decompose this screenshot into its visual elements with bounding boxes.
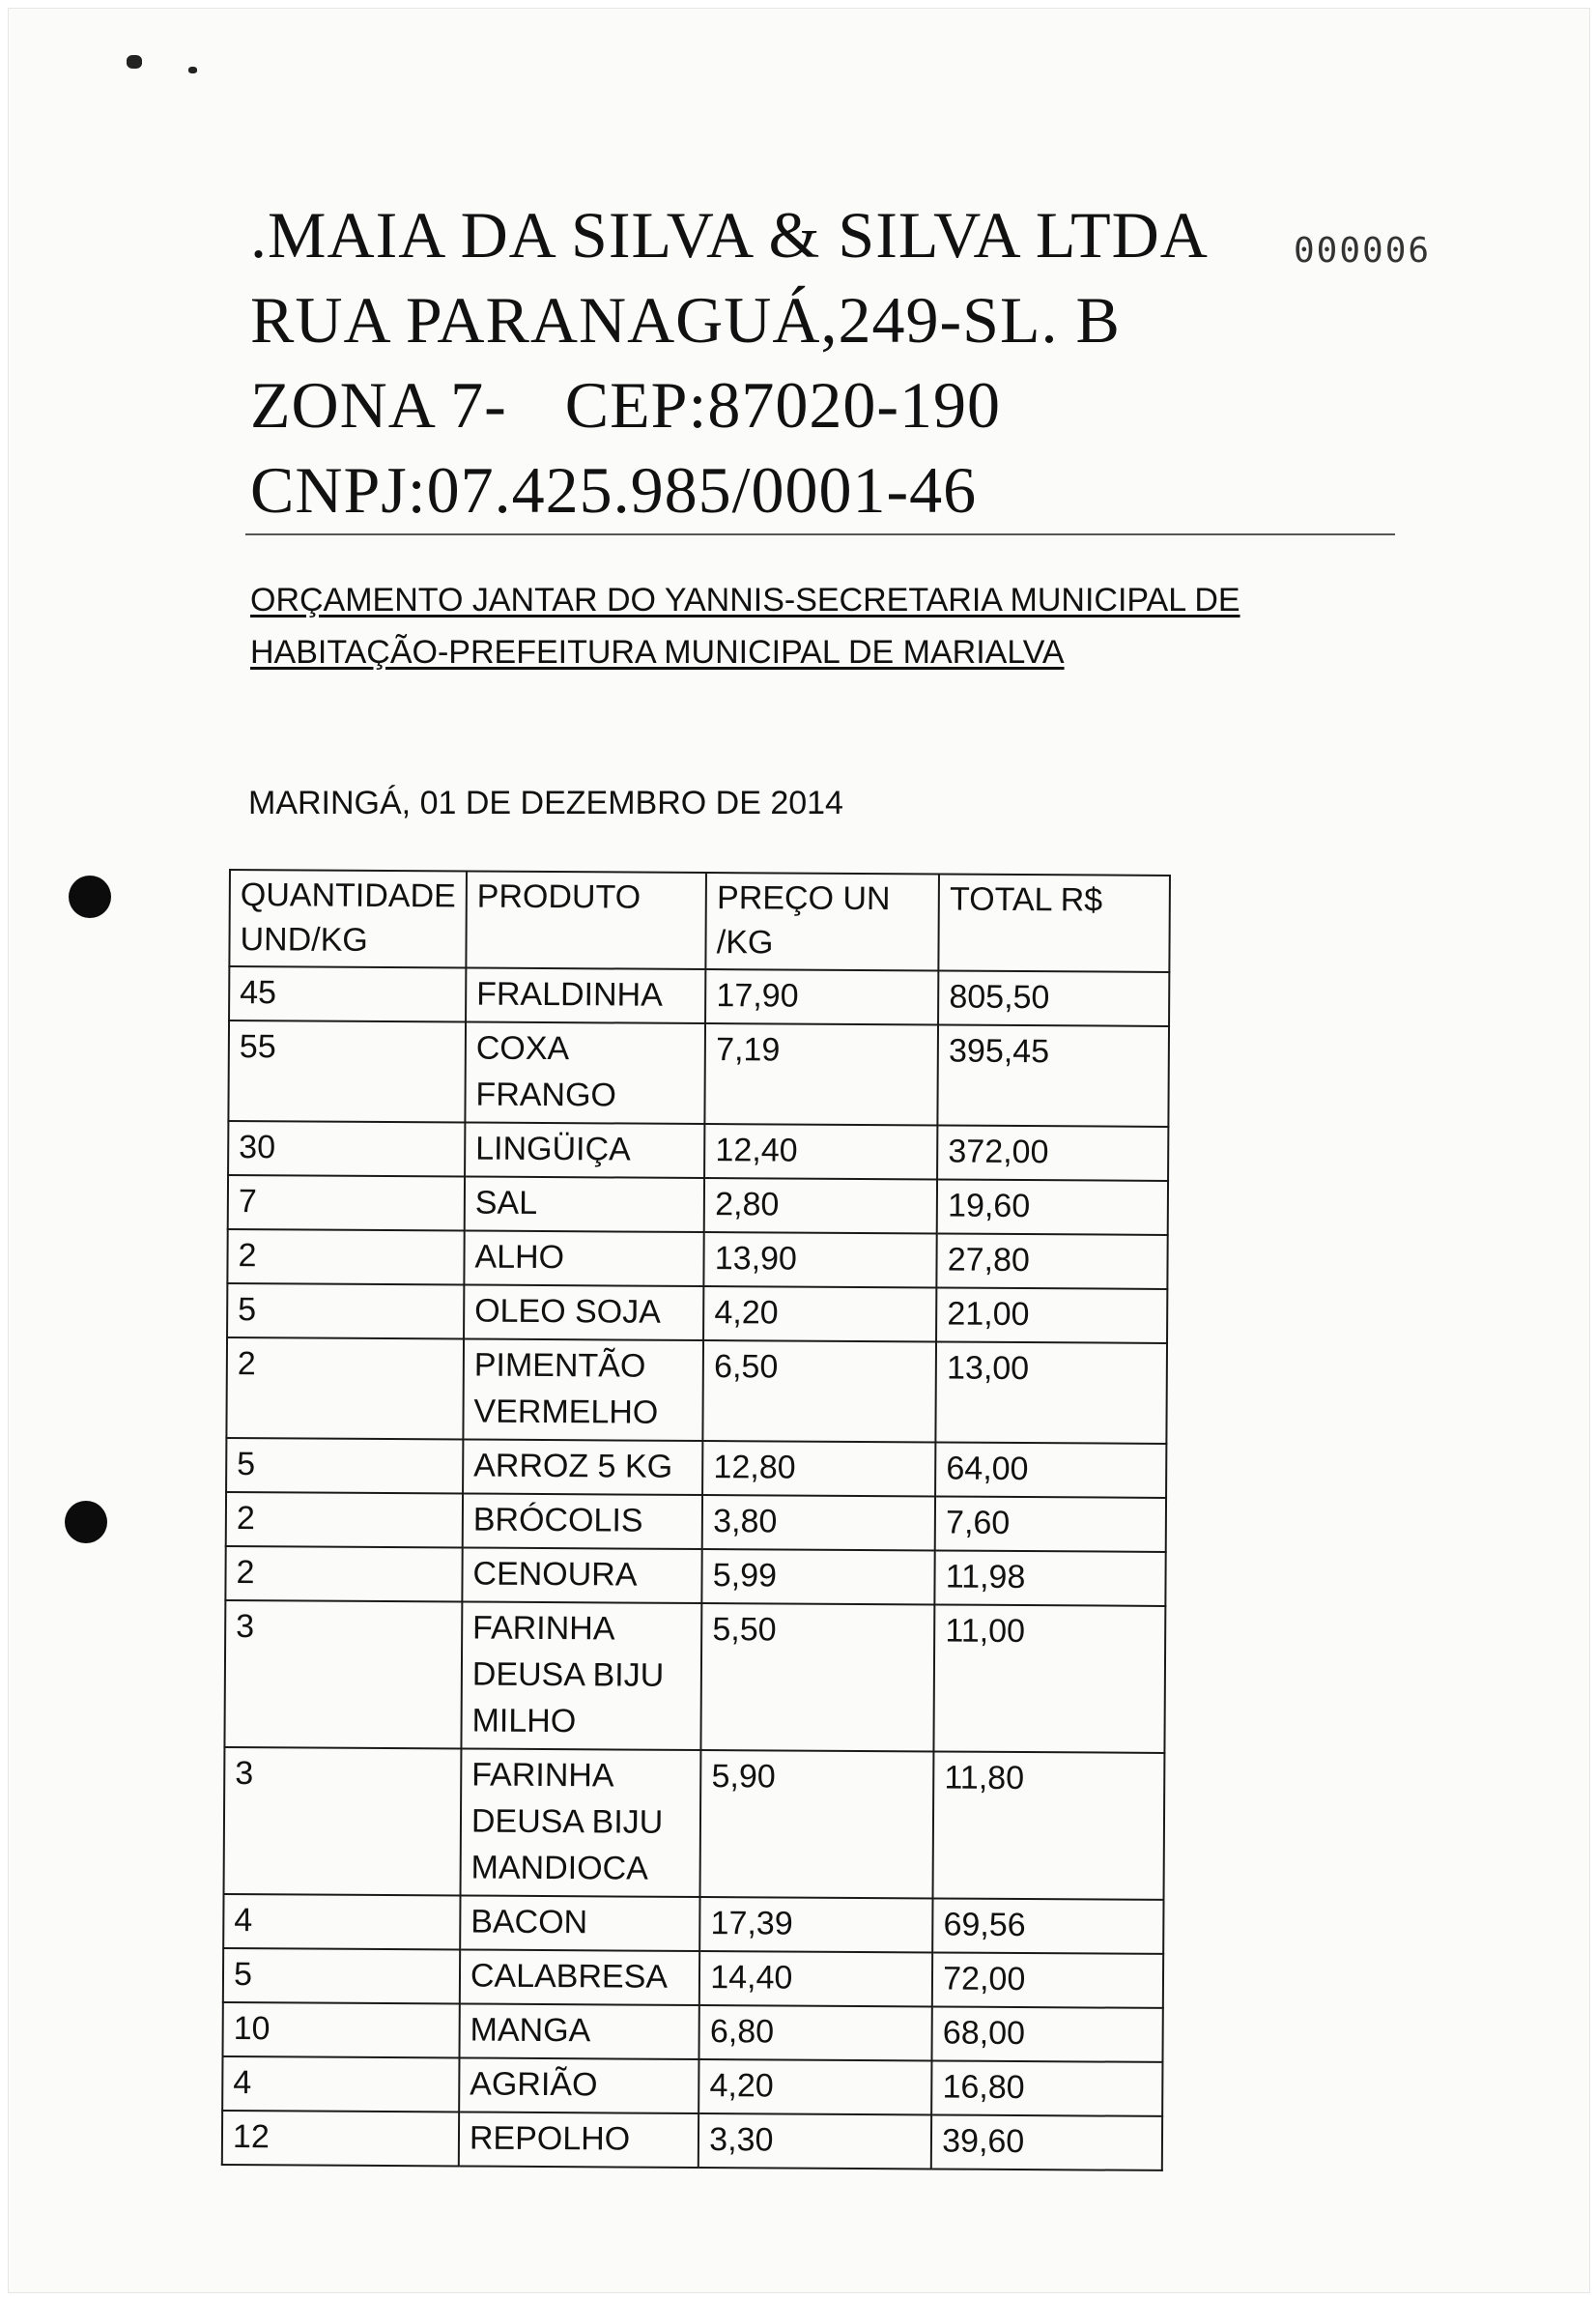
subject-line-1: ORÇAMENTO JANTAR DO YANNIS-SECRETARIA MUNICIPAL DE bbox=[250, 582, 1240, 618]
cell-total: 11,98 bbox=[935, 1550, 1166, 1605]
cell-unit-price: 13,90 bbox=[704, 1232, 937, 1287]
cell-quantity: 2 bbox=[225, 1546, 462, 1601]
budget-subject bbox=[250, 574, 1265, 678]
column-header-unit-price: PREÇO UN /KG bbox=[706, 873, 940, 970]
cell-unit-price: 6,50 bbox=[703, 1340, 937, 1442]
cell-product: CENOURA bbox=[462, 1547, 702, 1603]
cell-quantity: 10 bbox=[222, 2002, 459, 2057]
table-row bbox=[228, 1121, 1168, 1181]
cell-product: CALABRESA bbox=[460, 1949, 700, 2005]
cell-quantity: 2 bbox=[226, 1492, 463, 1547]
table-row bbox=[226, 1337, 1167, 1444]
cell-product: REPOLHO bbox=[459, 2112, 699, 2168]
document-page bbox=[8, 8, 1590, 2293]
cell-unit-price: 3,80 bbox=[702, 1495, 935, 1550]
cell-product: FRALDINHA bbox=[466, 968, 706, 1024]
company-zone: ZONA 7- bbox=[250, 368, 507, 442]
cell-unit-price: 6,80 bbox=[699, 2005, 932, 2060]
cell-total: 395,45 bbox=[938, 1024, 1169, 1126]
cell-unit-price: 5,50 bbox=[701, 1603, 935, 1751]
table-row bbox=[222, 2111, 1162, 2170]
cell-unit-price: 17,90 bbox=[705, 969, 938, 1024]
cell-quantity: 45 bbox=[229, 966, 466, 1021]
table-row bbox=[224, 1600, 1165, 1753]
cell-unit-price: 4,20 bbox=[703, 1286, 936, 1341]
table-row bbox=[225, 1546, 1165, 1606]
cell-quantity: 4 bbox=[222, 2056, 459, 2112]
cell-unit-price: 2,80 bbox=[704, 1178, 937, 1233]
table-row bbox=[223, 1948, 1163, 2008]
table-row bbox=[223, 1894, 1163, 1954]
table-row bbox=[227, 1283, 1167, 1343]
table-row bbox=[227, 1229, 1167, 1289]
cell-unit-price: 12,80 bbox=[702, 1441, 935, 1496]
company-zone-cep bbox=[250, 362, 1209, 447]
cell-quantity: 2 bbox=[226, 1337, 464, 1439]
header-divider bbox=[245, 533, 1395, 535]
cell-quantity: 7 bbox=[228, 1175, 465, 1230]
punch-hole-top bbox=[69, 876, 111, 918]
cell-total: 72,00 bbox=[932, 1952, 1163, 2007]
cell-product: MANGA bbox=[459, 2003, 699, 2059]
cell-product: ARROZ 5 KG bbox=[463, 1439, 703, 1495]
cell-quantity: 3 bbox=[224, 1747, 462, 1895]
cell-product: SAL bbox=[465, 1176, 705, 1232]
table-header-row bbox=[229, 870, 1170, 972]
scan-speck bbox=[188, 67, 197, 73]
cell-total: 7,60 bbox=[935, 1496, 1166, 1551]
document-number: 000006 bbox=[1294, 231, 1432, 271]
cell-total: 39,60 bbox=[931, 2114, 1162, 2170]
cell-unit-price: 5,90 bbox=[700, 1750, 934, 1898]
table-row bbox=[228, 1175, 1168, 1235]
cell-quantity: 2 bbox=[227, 1229, 464, 1284]
cell-quantity: 5 bbox=[226, 1438, 463, 1493]
dateline: MARINGÁ, 01 DE DEZEMBRO DE 2014 bbox=[248, 785, 843, 821]
company-header bbox=[250, 192, 1209, 532]
cell-unit-price: 17,39 bbox=[699, 1897, 932, 1952]
cell-product: ALHO bbox=[464, 1230, 704, 1286]
cell-unit-price: 5,99 bbox=[702, 1549, 935, 1604]
cell-product: PIMENTÃO VERMELHO bbox=[463, 1338, 703, 1441]
scan-speck bbox=[127, 55, 142, 69]
table-row bbox=[228, 1020, 1169, 1127]
cell-total: 64,00 bbox=[935, 1442, 1166, 1497]
cell-unit-price: 3,30 bbox=[698, 2113, 931, 2169]
cell-product: LINGÜIÇA bbox=[465, 1122, 705, 1178]
cell-quantity: 30 bbox=[228, 1121, 465, 1176]
cell-product: COXA FRANGO bbox=[465, 1021, 705, 1124]
table-row bbox=[222, 2002, 1162, 2062]
cell-total: 69,56 bbox=[932, 1898, 1163, 1953]
table-row bbox=[226, 1438, 1166, 1498]
cell-unit-price: 14,40 bbox=[699, 1951, 932, 2006]
company-street: RUA PARANAGUÁ,249-SL. B bbox=[250, 283, 1121, 357]
cell-unit-price: 4,20 bbox=[698, 2059, 931, 2114]
cell-quantity: 3 bbox=[224, 1600, 462, 1748]
cell-total: 19,60 bbox=[937, 1179, 1168, 1234]
cell-product: BACON bbox=[460, 1895, 700, 1951]
cell-unit-price: 7,19 bbox=[705, 1023, 939, 1125]
cell-quantity: 4 bbox=[223, 1894, 460, 1949]
cell-quantity: 5 bbox=[227, 1283, 464, 1338]
cell-unit-price: 12,40 bbox=[704, 1124, 937, 1179]
cell-total: 68,00 bbox=[932, 2006, 1163, 2061]
cell-total: 372,00 bbox=[937, 1125, 1168, 1180]
table-row bbox=[222, 2056, 1162, 2116]
budget-table bbox=[221, 869, 1171, 2171]
cell-product: OLEO SOJA bbox=[464, 1284, 704, 1340]
cell-total: 21,00 bbox=[936, 1287, 1167, 1342]
cell-total: 16,80 bbox=[931, 2060, 1162, 2115]
cell-quantity: 12 bbox=[222, 2111, 459, 2166]
subject-line-2: HABITAÇÃO-PREFEITURA MUNICIPAL DE MARIALVA bbox=[250, 634, 1065, 671]
company-name: .MAIA DA SILVA & SILVA LTDA bbox=[250, 198, 1209, 272]
table-row bbox=[226, 1492, 1166, 1552]
cell-total: 11,00 bbox=[934, 1604, 1166, 1752]
cell-product: FARINHA DEUSA BIJU MANDIOCA bbox=[460, 1748, 700, 1897]
cell-quantity: 55 bbox=[228, 1020, 466, 1122]
company-cep: CEP:87020-190 bbox=[564, 368, 1002, 442]
cell-total: 27,80 bbox=[937, 1233, 1168, 1288]
table-body bbox=[222, 966, 1170, 2170]
column-header-total: TOTAL R$ bbox=[939, 874, 1170, 971]
column-header-quantity: QUANTIDADE UND/KG bbox=[229, 870, 467, 967]
cell-product: AGRIÃO bbox=[459, 2057, 699, 2113]
cell-total: 13,00 bbox=[936, 1341, 1167, 1443]
cell-quantity: 5 bbox=[223, 1948, 460, 2003]
cell-product: FARINHA DEUSA BIJU MILHO bbox=[461, 1601, 701, 1750]
table-row bbox=[224, 1747, 1165, 1900]
cell-total: 805,50 bbox=[938, 970, 1169, 1025]
column-header-product: PRODUTO bbox=[466, 872, 706, 970]
table-row bbox=[229, 966, 1169, 1026]
company-cnpj: CNPJ:07.425.985/0001-46 bbox=[250, 453, 978, 527]
cell-total: 11,80 bbox=[933, 1751, 1165, 1899]
punch-hole-bottom bbox=[65, 1501, 107, 1543]
cell-product: BRÓCOLIS bbox=[463, 1493, 703, 1549]
